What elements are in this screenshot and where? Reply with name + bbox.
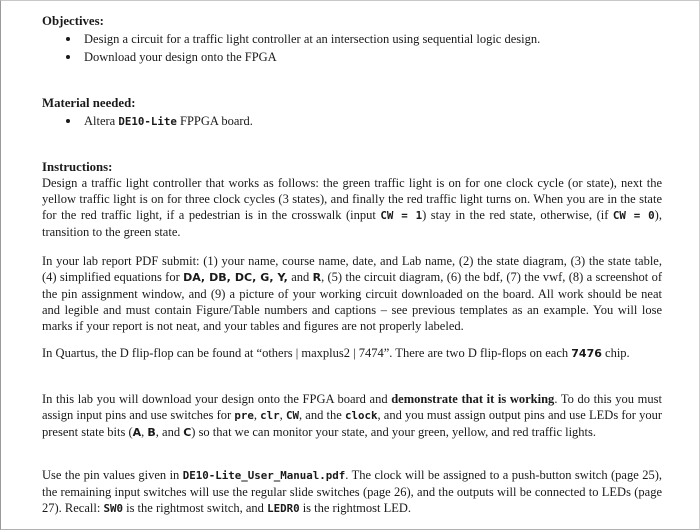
text-run: , (5) the circuit diagram, (6) the bdf, (7) the vwf, (8) a screenshot of the pin assignment window, and (9) a picture of your working circuit downloaded on the board. All work should be neat and legible and must contain Figure/Table numbers and captions – see previous templates as an example. You will lose marks if your report is not neat, and your tables and figures are not properly labeled. [42,270,663,333]
text-run: Use the pin values given in [42,468,183,482]
code-run: clock [344,409,378,422]
code-run: clr [260,409,280,422]
signal-run: C [183,426,192,439]
text-run: is the rightmost LED. [299,501,412,515]
signal-run: B [147,426,156,439]
materials-list [42,113,662,130]
code-run: pre [234,409,254,422]
material-suffix: FPPGA board. [176,114,253,128]
material-prefix: Altera [84,114,119,128]
text-run: , [253,408,261,422]
instructions-paragraph-4 [42,391,662,441]
emphasis-run: demonstrate that it is working [391,392,555,406]
text-run: Design a traffic light controller that works as follows: the green traffic light is on for one clock cycle (or state), next the yellow traffic light is on for three clock cycles (3 states), and finally the red traffic light turns on. When you are in the state for the red traffic light, if a pedestrian is in the crosswalk (input [42,176,662,222]
instructions-paragraph-3 [42,345,662,362]
chip-number: 7476 [571,347,602,360]
text-run: ) stay in the red state, otherwise, (if [422,208,613,222]
text-run: , [279,408,286,422]
text-run: , and you must assign output pins and use LEDs for your present state bits ( [42,408,663,439]
instructions-heading: Instructions: [42,160,113,174]
code-run: LEDR0 [267,502,300,515]
objective-item: Design a circuit for a traffic light controller at an intersection using sequential logic design. [42,31,662,47]
instructions-paragraph-1 [42,175,662,240]
materials-section [42,95,662,130]
objectives-section [42,13,662,65]
signal-run: DA, DB, DC, G, Y, [183,271,288,284]
objectives-list [42,31,662,65]
instructions-paragraph-2-block [42,253,662,334]
instructions-paragraph-5-block [42,467,662,517]
code-run: CW = 1 [380,209,423,222]
text-run: is the rightmost switch, and [122,501,268,515]
text-run: and [287,270,313,284]
instructions-paragraph-2 [42,253,662,334]
code-run: CW = 0 [612,209,655,222]
text-run: , [141,425,148,439]
text-run: . To do this you must assign input pins and use switches for [42,392,662,422]
instructions-paragraph-5 [42,467,662,517]
signal-run: R [312,271,322,284]
instructions-paragraph-4-block [42,391,662,441]
text-run: , and the [299,408,345,422]
instructions-paragraph-3-block [42,345,662,362]
signal-run: A [132,426,142,439]
materials-heading: Material needed: [42,96,136,110]
text-run: , and [155,425,184,439]
code-run: DE10-Lite_User_Manual.pdf [182,469,346,482]
material-code: DE10-Lite [118,115,177,128]
text-run: chip. [601,346,630,360]
objectives-heading: Objectives: [42,14,104,28]
instructions-section [42,159,662,240]
text-run: In your lab report PDF submit: (1) your name, course name, date, and Lab name, (2) the state diagram, (3) the state table, (4) simplified equations for [42,254,662,284]
text-run: . The clock will be assigned to a push-button switch (page 25), the remaining input switches will use the regular slide switches (page 26), and the outputs will be connected to LEDs (page 27). Recall: [42,468,662,515]
material-item [42,113,662,130]
objective-item: Download your design onto the FPGA [42,49,662,65]
code-run: CW [285,409,299,422]
text-run: ) so that we can monitor your state, and your green, yellow, and red traffic lights. [191,425,597,439]
text-run: ), transition to the green state. [42,208,662,239]
code-run: SW0 [103,502,123,515]
text-run: In Quartus, the D flip-flop can be found at “others | maxplus2 | 7474”. There are two D flip-flops on each [42,346,572,360]
text-run: In this lab you will download your design onto the FPGA board and [42,392,392,406]
